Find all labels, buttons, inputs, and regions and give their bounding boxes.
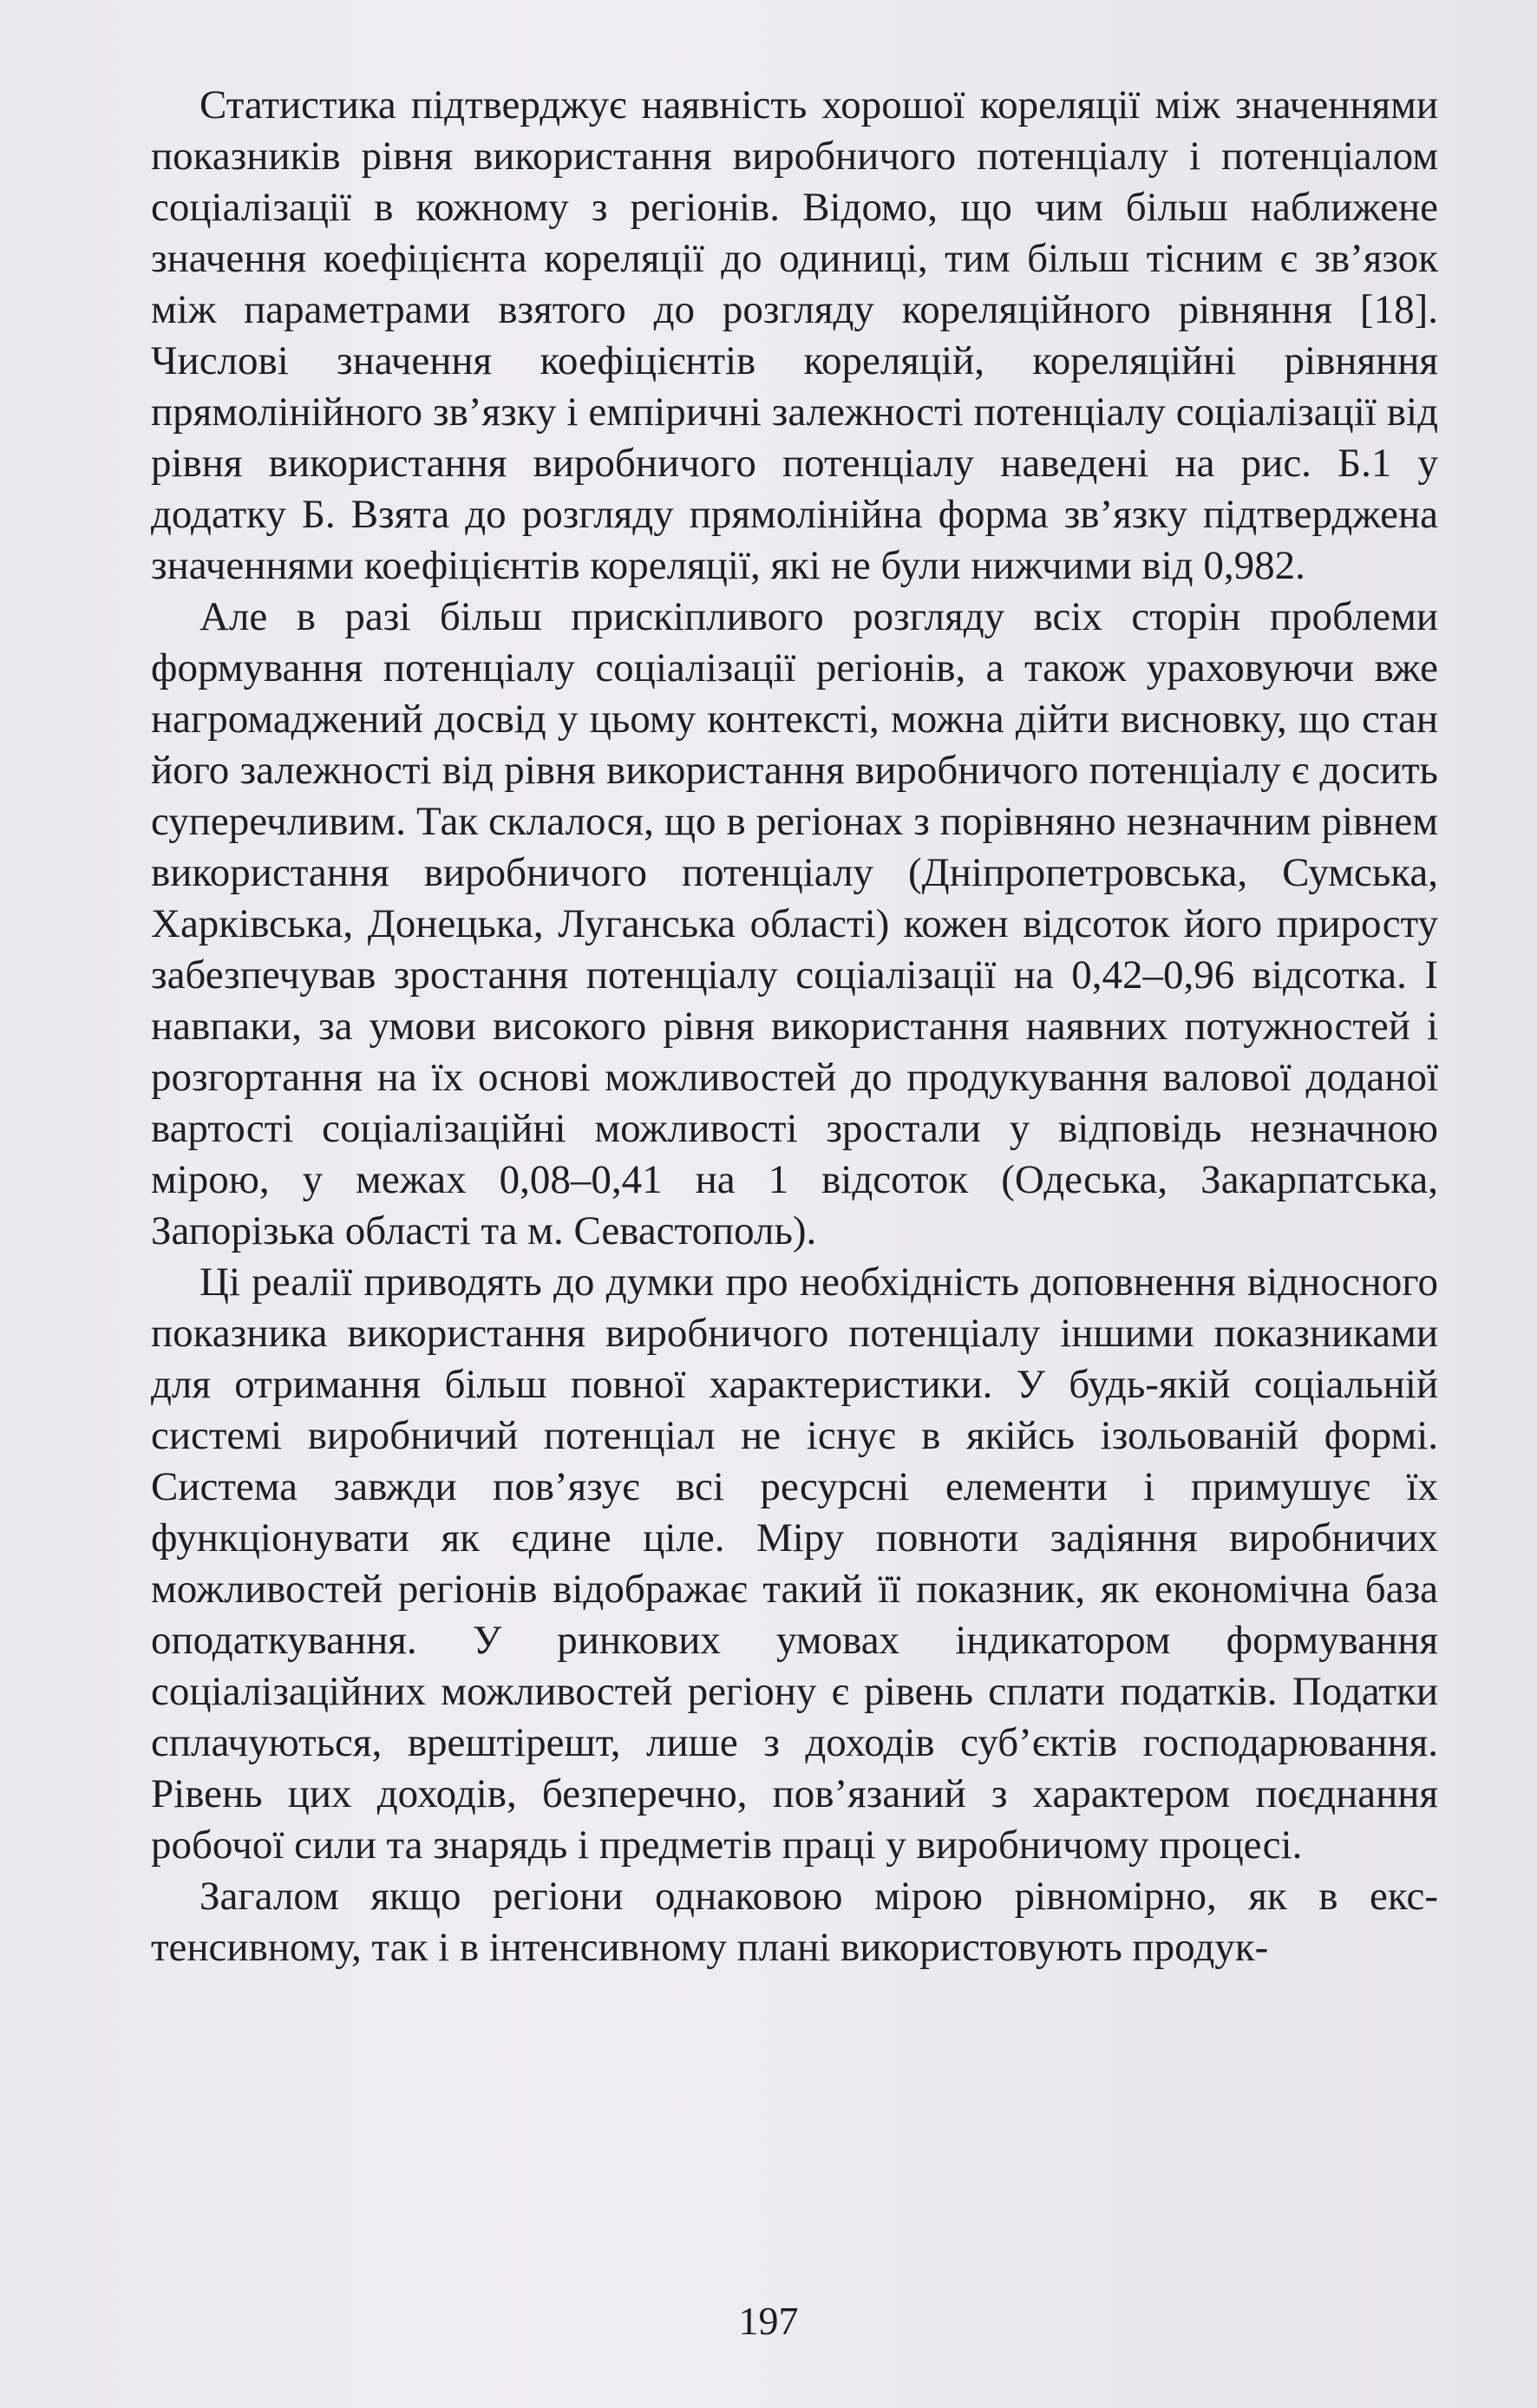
body-text (151, 80, 1438, 1973)
paragraph-2: Але в разі більш прискіпливого розгляду всіх сторін проблеми формування потенціалу соціалізації регіонів, а також ураховуючи вже нагромаджений досвід у цьому контексті, можна дійти висновку, що стан його залежності від рівня використання виробничого потенціалу є досить суперечливим. Так склалося, що в регіонах з порівняно незначним рівнем використання виробничого потенціалу (Дніпропетровська, Сумська, Харківська, Донецька, Луганська області) кожен відсоток його приросту забезпечував зростання потенціалу соціалізації на 0,42–0,96 відсотка. І навпаки, за умови високого рівня використання наявних потужностей і розгортання на їх основі можливостей до продукування валової доданої вартості соціалізаційні можливості зростали у відповідь незначною мірою, у межах 0,08–0,41 на 1 відсоток (Одеська, Закарпатська, Запорізька області та м. Севастополь). (151, 594, 1438, 1253)
page-number: 197 (738, 2299, 799, 2343)
paragraph-3: Ці реалії приводять до думки про необхідність доповнення відносного показника використання виробничого потенціалу іншими показниками для отримання більш повної характеристики. У будь-якій соціальній системі виробничий потенціал не існує в якійсь ізольованій формі. Система завжди пов’язує всі ресурсні елементи і примушує їх функціонувати як єдине ціле. Міру повноти задіяння виробничих можливостей регіонів відображає такий її показник, як економічна база оподаткування. У ринкових умовах індикатором формування соціалізаційних можливостей регіону є рівень сплати податків. Податки сплачуються, врештірешт, лише з доходів суб’єктів господарювання. Рівень цих доходів, безперечно, пов’язаний з характером поєднання робочої сили та знарядь і предметів праці у виробничому процесі. (151, 1260, 1438, 1868)
paragraph-1: Статистика підтверджує наявність хорошої кореляції між значеннями показників рівня використання виробничого потенціалу і потенціалом соціалізації в кожному з регіонів. Відомо, що чим більш наближене значення коефіцієнта кореляції до одиниці, тим більш тісним є зв’язок між параметрами взятого до розгляду кореляційного рівняння [18]. Числові значення коефіцієнтів кореляцій, кореляційні рівняння прямолінійного зв’язку і емпіричні залежності потенціалу соціалізації від рівня використання виробничого потенціалу наведені на рис. Б.1 у додатку Б. Взята до розгляду прямолінійна форма зв’язку підтверджена значеннями коефіцієнтів кореляції, які не були нижчими від 0,982. (151, 82, 1438, 588)
paragraph-4: Загалом якщо регіони однаковою мірою рівномірно, як в екстенсивному, так і в інтенсивному плані використовують продук- (151, 1874, 1438, 1970)
